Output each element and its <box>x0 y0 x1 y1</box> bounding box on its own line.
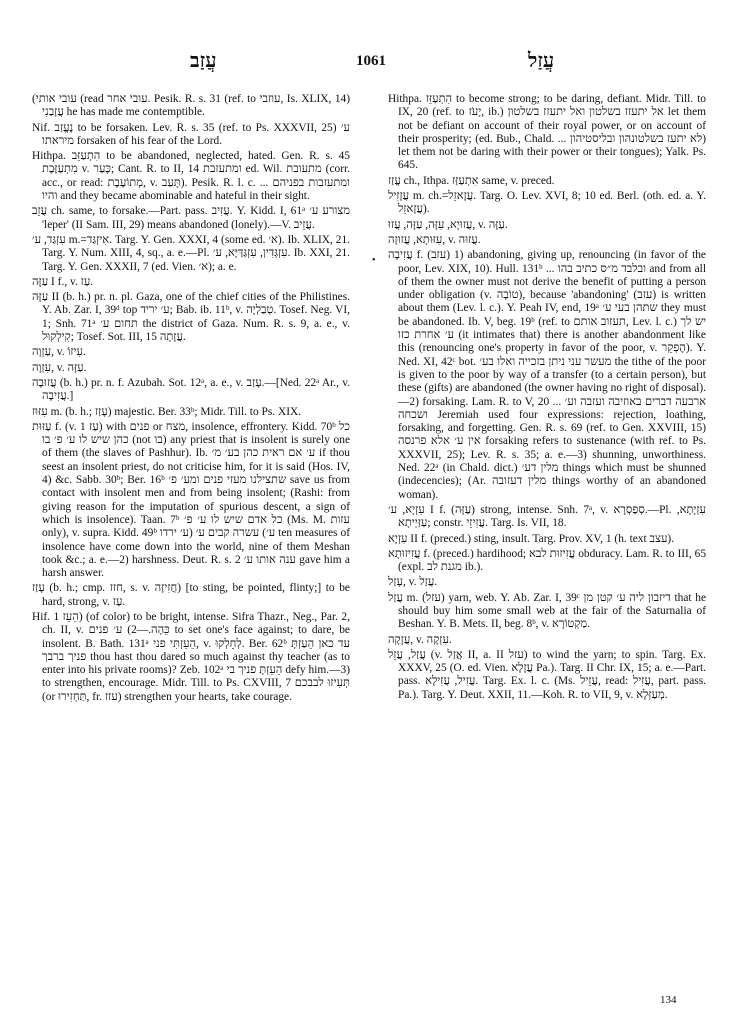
entry-text: עֲזַז ch., Ithpa. אִתְעַזַּז same, v. preced. <box>388 174 555 187</box>
entry-text: עִזְיָא, ע׳ I f. (עַזָּה) strong, intense. Snh. 7ᵃ, v. סְפַסְרָא.—Pl. עִזְיָתָא, עַזַּיְיתָא; constr. עֲזִיזֵי. Targ. Is. VII, 18. <box>388 503 707 530</box>
entry-text: (עובי אותי (read עובי אחר. Pesik. R. s. 31 (ref. to עוזבי, Is. XLIX, 14) עֲזָבַנִי he has made me contemptible. <box>32 93 351 119</box>
entry-text: עַזְוָה, v. עִיזוֹ. <box>32 346 86 359</box>
entry-text: עִזּוּז m. (b. h.; עָזַז) majestic. Ber. 33ᵇ; Midr. Till. to Ps. XIX. <box>32 405 302 418</box>
entry-text: עֲזוּיָא, עִזָּה, עַזָּה, עֲזוּ, v. עַזָּה. <box>388 218 508 231</box>
entry-text: עֲזוּבָה (b. h.) pr. n. f. Azubah. Sot. 12ᵃ, a. e., v. עָזַב.—[Ned. 22ᵃ Ar., v. עֲזִיבָה.] <box>32 376 350 403</box>
right-running-headword: עֲזַל <box>528 50 555 72</box>
entry-text: עֲזִיבָה f. (עזב) 1) abandoning, giving up, renouncing (in favor of the poor, Lev. XIX, 10). Hull. 131ᵇ ... ובלבד מ״ס כתיב בהו and from all of them the owner must not derive the benefit of putting a person under obligation (v. טוֹבָה), because 'abandoning' (עזב) is written about them (Lev. l. c.). Y. Peah IV, end, 19ᵃ שתהן בעי ע׳ they must be abandoned. Ib. V, beg. 19ᵇ (ref. to תעזוב אותם, Lev. l. c.) יש לך ע׳ אחרת כזו (it intimates that) there is another abandonment like this (renouncing one's property in favor of the poor, v. הֶפְקֵר). Y. Ned. XI, 42ᶜ bot. מעשר עני ניתן בזכייה ואלו בע׳ the tithe of the poor is given to the poor by way of a transfer (to a certain person), but these (gifts) are abandoned (the owner having no right of disposal).—2) forsaking. Lam. R. to V, 20 ... ארבעה דברים באוזיבה ועזבה וע׳ ושכחה Jeremiah used four expressions: rejection, loathing, forsaking, and forgetting. Gen. R. s. 69 (ref. to Gen. XXVIII, 15) אין ע׳ אלא פרנסה forsaking refers to sustenance (with ref. to Ps. XXXVII, 25); Lev. R. s. 35; a. e.—3) shunning, unworthiness. Ned. 22ᵃ (in Chald. dict.) מלין דע׳ things which must be shunned (indecencies); (Ar. מלין דעזובה things worthy of an abandoned woman). <box>388 249 707 501</box>
entry-text: Hithpa. הִתְעַזֵּז to become strong; to be daring, defiant. Midr. Till. to IX, 20 (ref. to יָעֹז, ib.) אל יתעזז בשלטון ואל יתעזז בשלטון let them not be defiant on account of their royal power, or on account of their prosperity; (ed. Bub., Chald. ... לא יתעז בשלטונהון ובליסטיהון) let them not be daring with their power or their tongues); Yalk. Ps. 645. <box>388 93 707 172</box>
entry-text: עֲזֵב ch. same, to forsake.—Part. pass. עֲזִיב. Y. Kidd. I, 61ᵃ מצורע ע׳ 'leper' (II Sam. III, 29) means abandoned (lonely).—V. עֲזֵיב. <box>32 205 350 231</box>
entry-text: עֲזַל m. (עזל) yarn, web. Y. Ab. Zar. I, 39ᶜ דיזבון ליה ע׳ קטן מן that he should buy him some small web at the fair of the Saturnalia of Beshan. Y. B. Mets. II, beg. 8ᵇ, v. מַקְטוֹרָא. <box>388 591 706 631</box>
entry-text: Hithpa. הִתְעַזֵּב to be abandoned, neglected, hated. Gen. R. s. 45 מִתְעַזֶּבֶת v. כָּעַר; Cant. R. to II, 14 ומתעזבת ed. Wil. מתעובת (corr. acc., or read: מְתוֹעֶבֶת, v. תָּעַב). Pesik. R. l. c. ... ומתעזבות בפניהם והיו and they became abominable and hateful in their sight. <box>32 150 350 203</box>
entry-text: Hif. הֵעֵז 1) (of color) to be bright, intense. Sifra Thazr., Neg., Par. 2, ch. II, v. כֵּהָה.—2) ע׳ פנים to set one's face against; to dare, be insolent. B. Bath. 131ᵃ הֵעֵזְתִּי פני, v. לְחֵלְקוּ. Ber. 62ᵇ עד כאן הֵעַזְתָּ פניך ברבך thou hast thou dared so much against thy teacher (as to enter into his private rooms)? Zeb. 102ᵃ הֵעֵזְתָּ פניך בי defy him.—3) to strengthen, encourage. Midr. Till. to Ps. CXVIII, 7 תְּעִיזוּ לבבכם (or תַּחְזִירוּ, fr. עזז) strengthen your hearts, take courage. <box>32 610 351 703</box>
left-running-headword: עֲזַב <box>190 50 217 72</box>
entry-text: עִזְיָא II f. (preced.) sting, insult. Targ. Prov. XV, 1 (h. text עצב). <box>388 532 675 545</box>
entry-text: עֲזָזִיל m. ch.=עֲזָאזֵל. Targ. O. Lev. XVI, 8; 10 ed. Berl. (oth. ed. a. Y. עֲזָאזֵל). <box>388 190 706 216</box>
right-column <box>388 93 706 704</box>
signature-number: 134 <box>660 994 677 1006</box>
entry-text: עַזָּה II (b. h.) pr. n. pl. Gaza, one of the chief cities of the Philistines. Y. Ab. Zar. I, 39ᵈ top ע׳ יריד; Bab. ib. 11ᵇ, v. טְבַלְיָה. Tosef. Neg. VI, 1; Snh. 71ᵃ תחום ע׳ the district of Gaza. Num. R. s. 9, a. e., v. קִילְקוּל; Tosef. Sot. III, 15 עֲזָתָה. <box>32 291 350 344</box>
entry-text: Nif. נֶעֱזַב to be forsaken. Lev. R. s. 35 (ref. to Ps. XXXVII, 25) ע׳ מיראתו forsaken of his fear of the Lord. <box>32 121 350 147</box>
entry-text: עֲזִיזוּתָא f. (preced.) hardihood; עֲזִיזוּת לבא obduracy. Lam. R. to III, 65 (expl. מגנת לב ib.). <box>388 547 707 574</box>
entry-text: עָזַז (b. h.; cmp. חזז, s. v. חֲזִיזָה) [to sting, be pointed, flinty;] to be hard, strong, v. עַז. <box>32 582 350 608</box>
left-column <box>32 93 350 706</box>
entry-text: עַזָּה I f., v. עַז. <box>32 275 94 288</box>
entry-text: עִזּוּתָא, עֲזוּזָה, v. עֲזוּה. <box>388 233 481 246</box>
entry-text: עָזַל, v. עֲזַל. <box>388 576 438 589</box>
margin-dot: • <box>372 255 376 266</box>
entry-text: עִזְגַּד, ע׳ m.=אִיזְגַּד. Targ. Y. Gen. XXXI, 4 (some ed. א׳). Ib. XLIX, 21. Targ. Y. Num. XIII, 4, sq., a. e.—Pl. עִזְגְּדִין, עִזְגַּדַּיָּא, ע׳. Ib. XXI, 21. Targ. Y. Gen. XXXII, 7 (ed. Vien. א׳); a. e. <box>32 233 351 273</box>
page-number: 1061 <box>356 53 386 69</box>
entry-text: עֲזָקָה, v. עִזְקָה. <box>388 633 452 646</box>
entry-text: עַזּוּת f. (v. עַז 1) with פנים or מצח, insolence, effrontery. Kidd. 70ᵇ כל כהן שיש לו ע׳ פ׳ בו (not בו) any priest that is insolent is surely one of them (the slaves of Pashhur). Ib. ע׳ אם ראית כהן בע׳ מ׳ if thou seest an insolent priest, do not criticise him, for it is said (Hos. IV, 4) &c. Sabb. 30ᵇ; Ber. 16ᵇ שתצילנו מעזי פנים ומע׳ פ׳ save us from contact with insolent men and from being insolent; (Rashi: from giving reason for the imputation of spurious descent, a sign of which is insolence). Taan. 7ᵇ כל אדם שיש לו ע׳ פ׳ (Ms. M. עזות only), v. supra. Kidd. 49ᵇ עשרה קבים ע׳ (ע׳ ירדו (ע׳ ten measures of insolence have come down into the world, nine of them Meshan took &c.; a. e.—2) harshness. Deut. R. s. 2 ענה אותו ע׳ gave him a harsh answer. <box>32 420 351 580</box>
entry-text: עִזְוָה, v. עַזָּה. <box>32 361 87 374</box>
entry-text: עֲזַל, עֲזֵל (v. אֲזַל II, a. II עזל) to wind the yarn; to spin. Targ. Ex. XXXV, 25 (O. ed. Vien. עֲזָלָא Pa.). Targ. II Chr. IX, 15; a. e.—Part. pass. עֲזִיל, עֲזִילָא. Targ. Ex. l. c. (Ms. עֲזֵיל, read: עֲזִיל, part. pass. Pa.). Targ. Y. Deut. XXII, 11.—Koh. R. to VII, 9, v. מְעַזְּלָא. <box>388 648 707 701</box>
